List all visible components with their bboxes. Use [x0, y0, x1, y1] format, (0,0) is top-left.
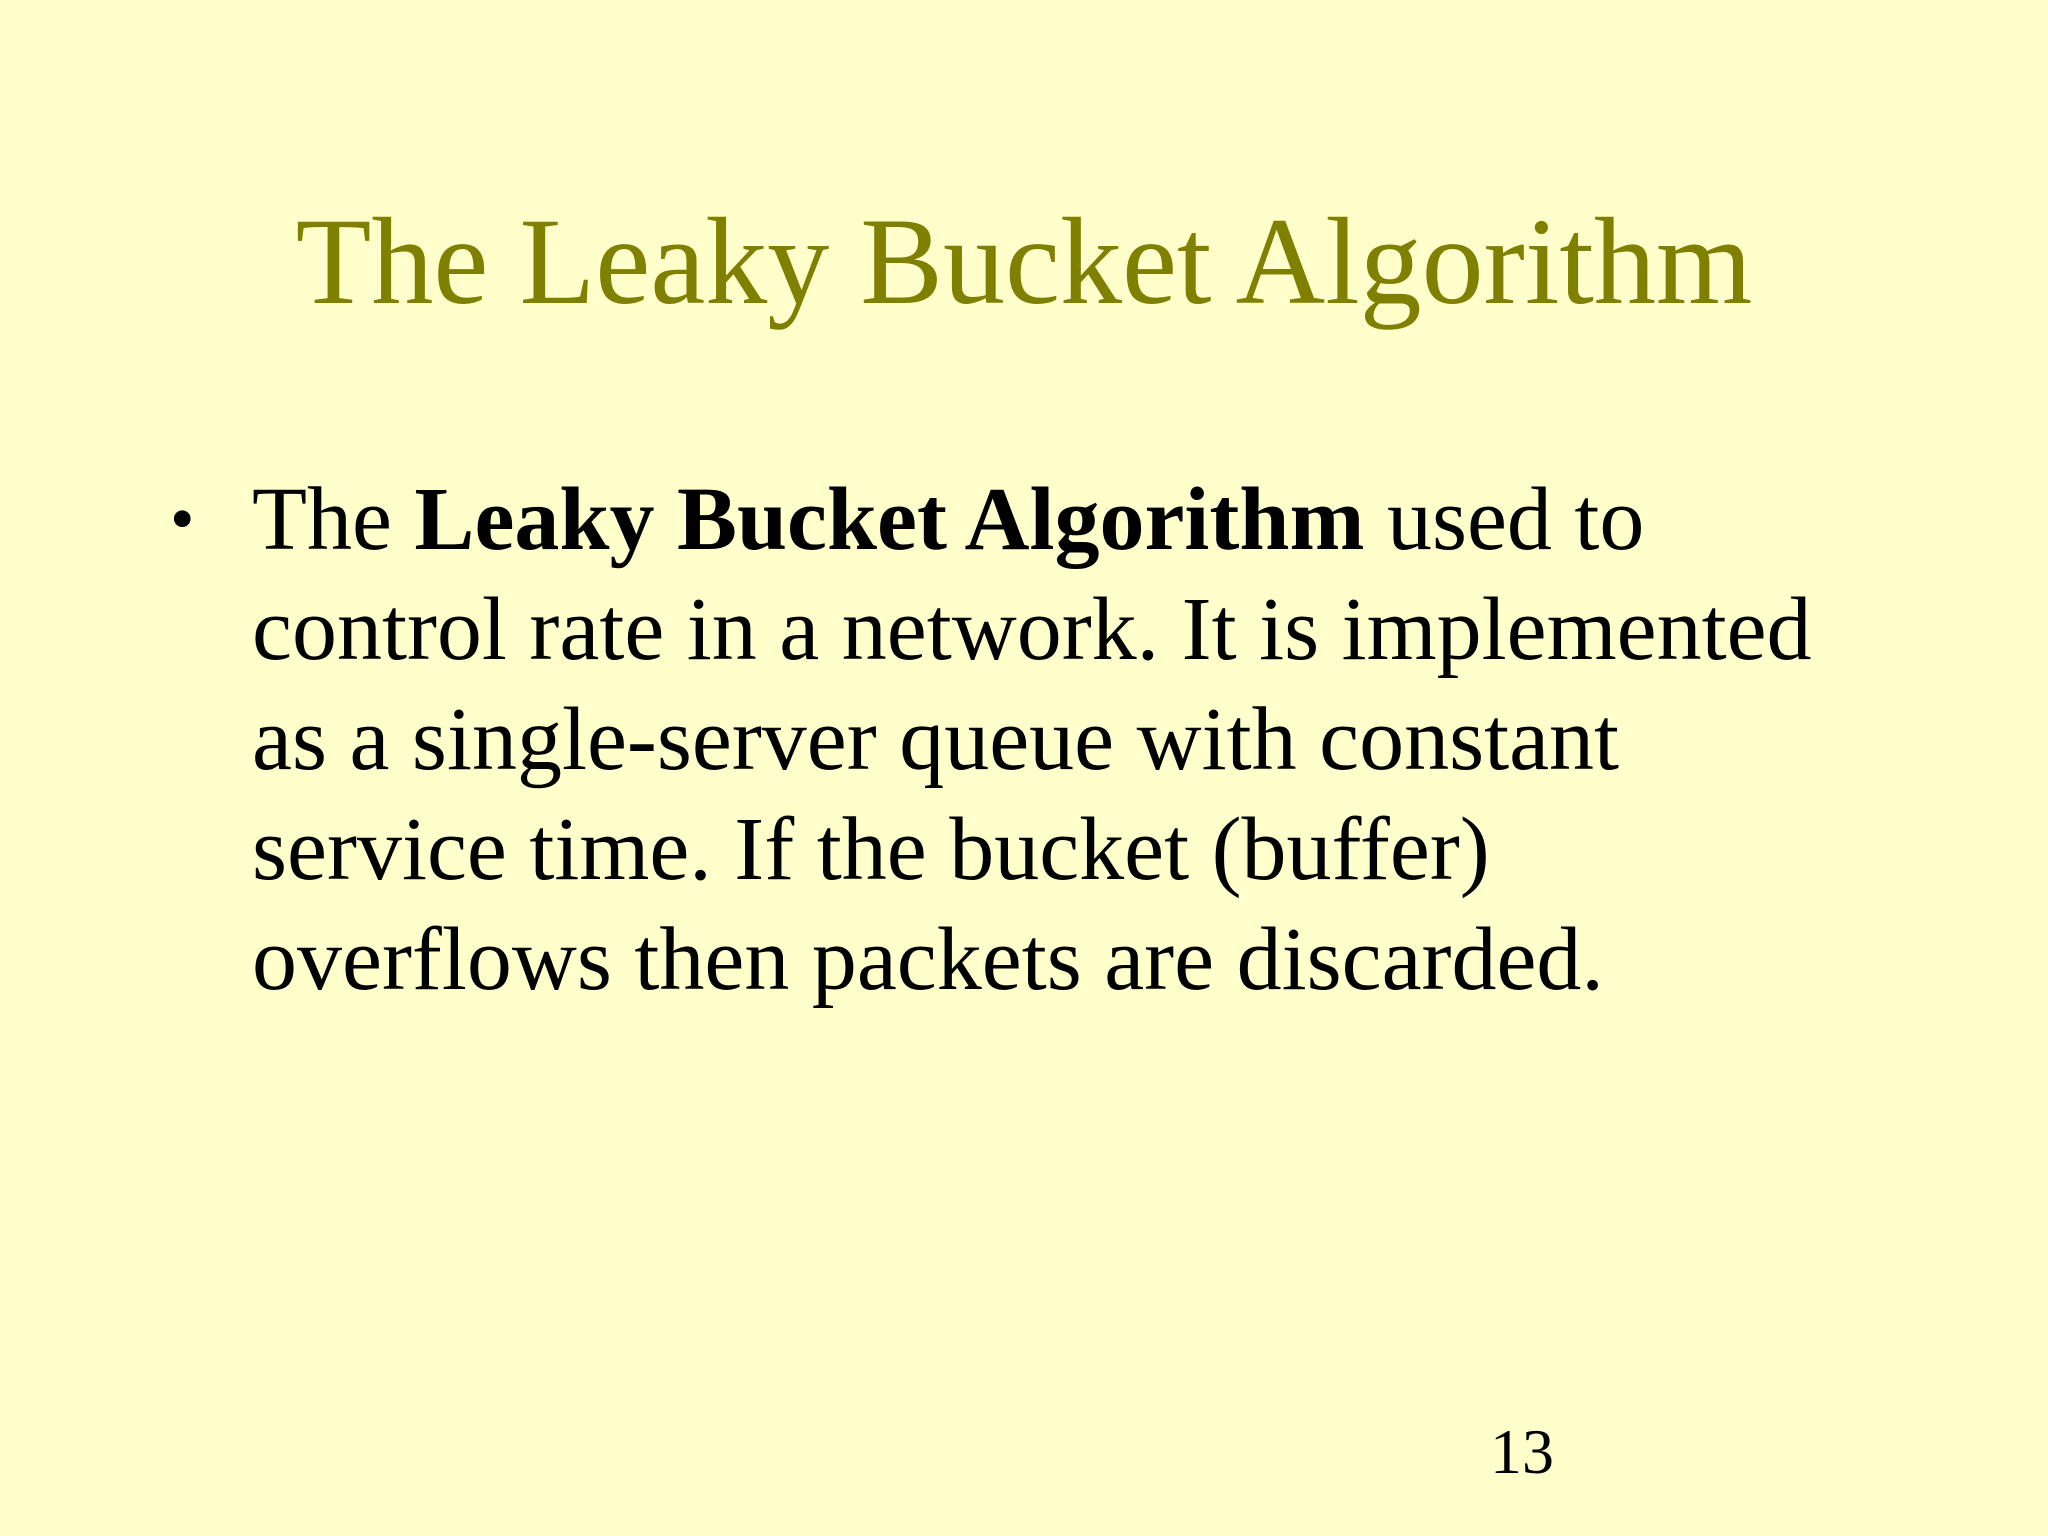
bullet-text-suffix: used to control rate in a network. It is implemented as a single-server queue with constant service time. If the bucket (buffer) overflows then packets are discarded. — [252, 470, 1812, 1009]
bullet-icon: • — [170, 481, 195, 558]
page-number: 13 — [1490, 1416, 1554, 1487]
bullet-text-bold: Leaky Bucket Algorithm — [414, 470, 1365, 569]
bullet-item — [170, 465, 1870, 1015]
bullet-text-prefix: The — [252, 470, 415, 569]
slide-title: The Leaky Bucket Algorithm — [295, 193, 1753, 330]
slide-body — [170, 465, 1870, 1015]
